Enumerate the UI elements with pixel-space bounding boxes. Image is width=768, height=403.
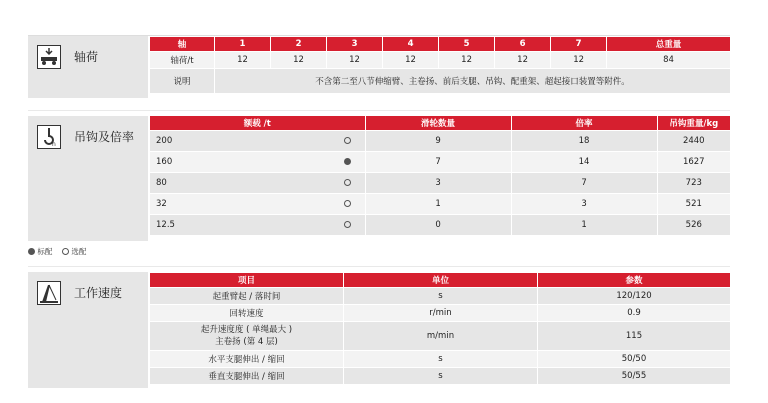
- optional-marker-icon: [62, 248, 69, 255]
- table-row: [150, 305, 730, 322]
- row-label: 说明: [150, 69, 215, 94]
- table-row: [150, 368, 730, 385]
- speed-table: [150, 273, 730, 384]
- value-cell: 115: [538, 322, 731, 351]
- table-cell: 12: [439, 52, 495, 69]
- table-cell: 12: [271, 52, 327, 69]
- table-row: [150, 194, 730, 215]
- unit-cell: s: [344, 368, 538, 385]
- svg-text:n: n: [52, 141, 56, 148]
- value-cell: 50/50: [538, 351, 731, 368]
- marker-cell: [265, 152, 365, 173]
- load-cell: 12.5: [150, 215, 265, 236]
- marker-cell: [265, 215, 365, 236]
- header-cell: 5: [439, 37, 495, 52]
- legend: [28, 246, 86, 257]
- item-cell: 水平支腿伸出 / 缩回: [150, 351, 344, 368]
- note-text: 不含第二至八节伸缩臂、主卷扬、前后支腿、吊钩、配重架、超起接口装置等附件。: [215, 69, 731, 94]
- load-cell: 80: [150, 173, 265, 194]
- hook-panel: [28, 116, 148, 241]
- divider: [28, 110, 730, 111]
- table-cell: 12: [215, 52, 271, 69]
- header-cell: 滑轮数量: [365, 116, 511, 131]
- table-cell: 1627: [657, 152, 730, 173]
- table-row: [150, 288, 730, 305]
- table-cell: 526: [657, 215, 730, 236]
- load-cell: 200: [150, 131, 265, 152]
- item-cell: 起重臂起 / 落时间: [150, 288, 344, 305]
- section-title: 吊钩及倍率: [74, 130, 135, 144]
- table-cell: 1: [511, 215, 657, 236]
- header-cell: 单位: [344, 273, 538, 288]
- header-cell: 1: [215, 37, 271, 52]
- axle-load-panel: [28, 36, 148, 98]
- table-header-row: [150, 37, 730, 52]
- table-cell: 12: [551, 52, 607, 69]
- header-cell: 6: [495, 37, 551, 52]
- header-cell: 吊钩重量/kg: [657, 116, 730, 131]
- header-cell: 参数: [538, 273, 731, 288]
- table-row: [150, 173, 730, 194]
- item-cell: 起升速度度 ( 单绳最大 ) 主卷扬 (第 4 层): [150, 322, 344, 351]
- header-cell: 2: [271, 37, 327, 52]
- table-row: [150, 69, 730, 94]
- hook-icon: [37, 125, 61, 149]
- table-row: [150, 52, 730, 69]
- header-cell: 倍率: [511, 116, 657, 131]
- item-cell: 垂直支腿伸出 / 缩回: [150, 368, 344, 385]
- table-cell: 0: [365, 215, 511, 236]
- load-cell: 32: [150, 194, 265, 215]
- table-row: [150, 322, 730, 351]
- table-cell: 1: [365, 194, 511, 215]
- table-cell: 12: [327, 52, 383, 69]
- table-row: [150, 152, 730, 173]
- table-cell: 18: [511, 131, 657, 152]
- standard-marker-icon: [28, 248, 35, 255]
- optional-marker-icon: [344, 200, 351, 207]
- legend-optional-label: 选配: [71, 247, 87, 256]
- value-cell: 0.9: [538, 305, 731, 322]
- table-row: [150, 351, 730, 368]
- table-cell: 2440: [657, 131, 730, 152]
- header-cell: 总重量: [607, 37, 730, 52]
- speed-panel: [28, 272, 148, 388]
- table-cell: 12: [383, 52, 439, 69]
- table-cell: 7: [511, 173, 657, 194]
- table-header-row: [150, 116, 730, 131]
- optional-marker-icon: [344, 221, 351, 228]
- header-cell: 7: [551, 37, 607, 52]
- table-row: [150, 131, 730, 152]
- row-label: 轴荷/t: [150, 52, 215, 69]
- header-cell: 项目: [150, 273, 344, 288]
- table-cell: 9: [365, 131, 511, 152]
- section-title: 轴荷: [74, 50, 99, 64]
- optional-marker-icon: [344, 137, 351, 144]
- value-cell: 120/120: [538, 288, 731, 305]
- table-cell: 3: [511, 194, 657, 215]
- unit-cell: m/min: [344, 322, 538, 351]
- table-header-row: [150, 273, 730, 288]
- table-row: [150, 215, 730, 236]
- unit-cell: r/min: [344, 305, 538, 322]
- marker-cell: [265, 131, 365, 152]
- marker-cell: [265, 173, 365, 194]
- table-cell: 723: [657, 173, 730, 194]
- marker-cell: [265, 194, 365, 215]
- table-cell: 521: [657, 194, 730, 215]
- header-cell: 4: [383, 37, 439, 52]
- unit-cell: s: [344, 288, 538, 305]
- item-cell: 回转速度: [150, 305, 344, 322]
- header-cell: 3: [327, 37, 383, 52]
- table-cell: 3: [365, 173, 511, 194]
- table-cell: 84: [607, 52, 730, 69]
- table-cell: 14: [511, 152, 657, 173]
- truck-axle-icon: [37, 45, 61, 69]
- standard-marker-icon: [344, 158, 351, 165]
- section-title: 工作速度: [74, 286, 123, 300]
- table-cell: 7: [365, 152, 511, 173]
- value-cell: 50/55: [538, 368, 731, 385]
- axle-load-table: [150, 37, 730, 93]
- load-cell: 160: [150, 152, 265, 173]
- legend-standard-label: 标配: [37, 247, 53, 256]
- table-cell: 12: [495, 52, 551, 69]
- header-cell: 额载 /t: [150, 116, 365, 131]
- crane-icon: [37, 281, 61, 305]
- optional-marker-icon: [344, 179, 351, 186]
- unit-cell: s: [344, 351, 538, 368]
- header-cell: 轴: [150, 37, 215, 52]
- divider: [28, 266, 730, 267]
- hook-table: [150, 116, 730, 235]
